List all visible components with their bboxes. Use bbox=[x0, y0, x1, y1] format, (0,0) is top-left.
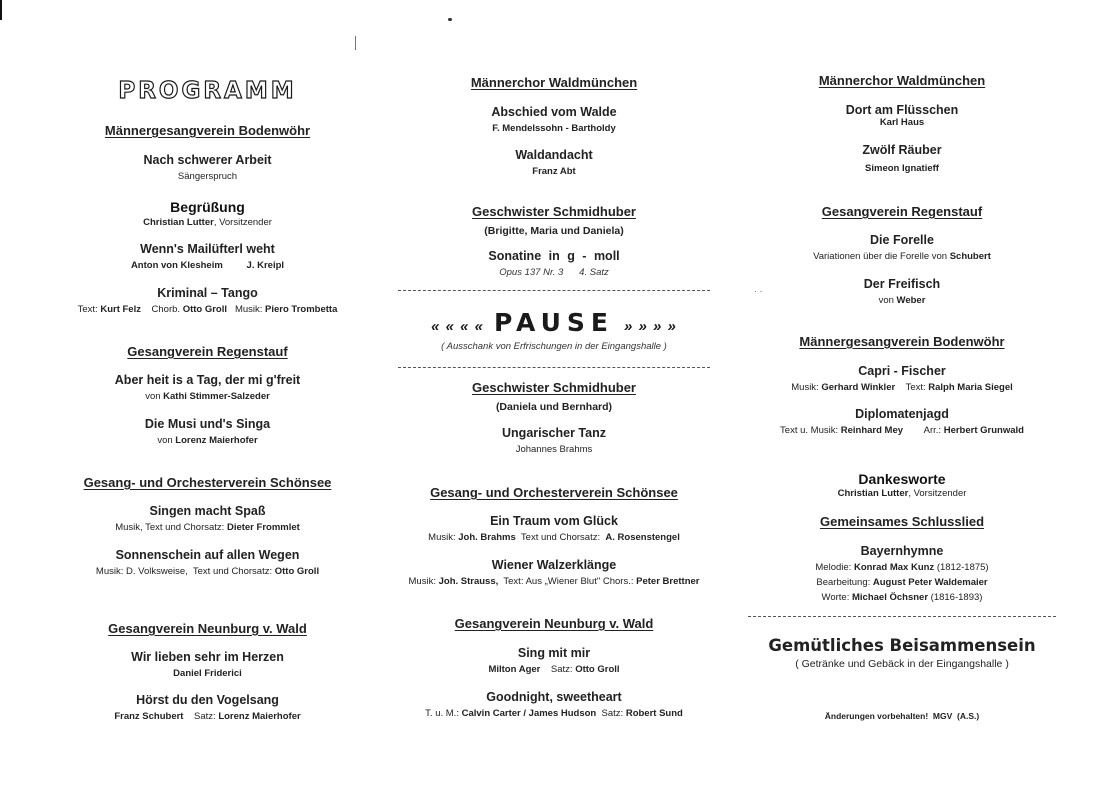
piece-credits: Musik: Gerhard Winkler Text: Ralph Maria Siegel bbox=[791, 382, 1013, 393]
group-heading: Gesangverein Neunburg v. Wald bbox=[108, 621, 307, 636]
group-heading: Gesang- und Orchesterverein Schönsee bbox=[83, 475, 332, 490]
piece-title: Sing mit mir bbox=[517, 646, 591, 660]
piece-title: Sonnenschein auf allen Wegen bbox=[115, 548, 300, 562]
piece-title: Capri - Fischer bbox=[858, 364, 946, 378]
social-title: Gemütliches Beisammensein bbox=[768, 636, 1036, 655]
group-heading: Gesangverein Regenstauf bbox=[821, 204, 983, 219]
piece-subtitle: Opus 137 Nr. 3 4. Satz bbox=[499, 267, 609, 278]
welcome-speaker: Christian Lutter, Vorsitzender bbox=[143, 217, 272, 228]
welcome-title: Begrüßung bbox=[170, 199, 245, 215]
piece-title: Waldandacht bbox=[515, 148, 593, 162]
piece-credits: von Lorenz Maierhofer bbox=[157, 435, 258, 446]
piece-title: Goodnight, sweetheart bbox=[486, 690, 622, 704]
piece-subtitle: Franz Abt bbox=[532, 166, 576, 177]
piece-credits: Musik, Text und Chorsatz: Dieter Frommlet bbox=[115, 522, 300, 533]
footer-note: Änderungen vorbehalten! MGV (A.S.) bbox=[824, 711, 980, 721]
piece-subtitle: Johannes Brahms bbox=[515, 444, 593, 455]
piece-credits: Variationen über die Forelle von Schubert bbox=[813, 251, 991, 262]
piece-subtitle: Daniel Friderici bbox=[173, 668, 242, 679]
scan-speck: · · bbox=[754, 286, 763, 296]
piece-title: Die Musi und's Singa bbox=[144, 417, 271, 431]
piece-title: Wenn's Mailüfterl weht bbox=[140, 242, 275, 256]
pause-note: ( Ausschank von Erfrischungen in der Eingangshalle ) bbox=[441, 341, 667, 352]
pause-divider-bottom bbox=[398, 367, 710, 368]
piece-credits: von Kathi Stimmer-Salzeder bbox=[145, 391, 270, 402]
group-heading: Gesang- und Orchesterverein Schönsee bbox=[430, 485, 678, 500]
piece-credits: Worte: Michael Öchsner (1816-1893) bbox=[821, 592, 983, 603]
piece-subtitle: Simeon Ignatieff bbox=[865, 163, 939, 174]
piece-title: Zwölf Räuber bbox=[862, 143, 942, 157]
programm-title: PROGRAMM bbox=[118, 78, 297, 104]
piece-credits: Bearbeitung: August Peter Waldemaier bbox=[816, 577, 988, 588]
piece-title: Wir lieben sehr im Herzen bbox=[131, 650, 284, 664]
piece-subtitle: F. Mendelssohn - Bartholdy bbox=[492, 123, 616, 134]
closing-song-heading: Gemeinsames Schlusslied bbox=[819, 514, 985, 529]
group-members: (Daniela und Bernhard) bbox=[495, 401, 613, 413]
piece-title: Nach schwerer Arbeit bbox=[143, 153, 272, 167]
piece-credits: von Weber bbox=[878, 295, 926, 306]
fold-mark bbox=[355, 36, 356, 50]
piece-title: Singen macht Spaß bbox=[149, 504, 266, 518]
piece-credits: Text: Kurt Felz Chorb. Otto Groll Musik: Piero Trombetta bbox=[77, 304, 338, 315]
piece-title: Abschied vom Walde bbox=[491, 105, 617, 119]
piece-credits: Musik: Joh. Brahms Text und Chorsatz: A. Rosenstengel bbox=[428, 532, 680, 543]
thanks-speaker: Christian Lutter, Vorsitzender bbox=[837, 488, 967, 499]
piece-title: Der Freifisch bbox=[863, 277, 941, 291]
group-heading: Geschwister Schmidhuber bbox=[472, 380, 636, 395]
piece-title: Diplomatenjagd bbox=[855, 407, 949, 421]
scan-edge-mark bbox=[0, 0, 2, 20]
piece-credits: Franz Schubert Satz: Lorenz Maierhofer bbox=[114, 711, 301, 722]
piece-credits: Melodie: Konrad Max Kunz (1812-1875) bbox=[815, 562, 989, 573]
piece-title: Dort am Flüsschen bbox=[845, 103, 959, 117]
piece-subtitle: Karl Haus bbox=[879, 117, 925, 128]
piece-title: Ein Traum vom Glück bbox=[490, 514, 618, 528]
group-heading: Männerchor Waldmünchen bbox=[818, 73, 986, 88]
scan-dot-mark bbox=[448, 18, 452, 21]
group-heading: Gesangverein Regenstauf bbox=[127, 344, 288, 359]
piece-title: Hörst du den Vogelsang bbox=[136, 693, 279, 707]
closing-divider bbox=[748, 616, 1056, 617]
piece-credits: Musik: D. Volksweise, Text und Chorsatz: Otto Groll bbox=[95, 566, 320, 577]
pause-banner: « « « « PAUSE » » » » bbox=[431, 308, 677, 337]
thanks-title: Dankesworte bbox=[858, 471, 946, 487]
group-heading: Männergesangverein Bodenwöhr bbox=[799, 334, 1005, 349]
piece-title: Bayernhymne bbox=[860, 544, 944, 558]
social-note: ( Getränke und Gebäck in der Eingangshalle ) bbox=[795, 658, 1009, 670]
piece-title: Die Forelle bbox=[870, 233, 934, 247]
piece-title: Kriminal – Tango bbox=[157, 286, 258, 300]
group-heading: Geschwister Schmidhuber bbox=[472, 204, 636, 219]
piece-title: Wiener Walzerklänge bbox=[491, 558, 617, 572]
piece-credits: Text u. Musik: Reinhard Mey Arr.: Herbert Grunwald bbox=[780, 425, 1024, 436]
pause-divider-top bbox=[398, 290, 710, 291]
piece-credits: Musik: Joh. Strauss, Text: Aus „Wiener Blut" Chors.: Peter Brettner bbox=[408, 576, 700, 587]
group-heading: Männergesangverein Bodenwöhr bbox=[104, 123, 311, 138]
piece-title: Ungarischer Tanz bbox=[502, 426, 606, 440]
group-heading: Gesangverein Neunburg v. Wald bbox=[454, 616, 654, 631]
group-members: (Brigitte, Maria und Daniela) bbox=[484, 225, 624, 237]
piece-credits: T. u. M.: Calvin Carter / James Hudson Satz: Robert Sund bbox=[425, 708, 683, 719]
piece-title: Aber heit is a Tag, der mi g'freit bbox=[114, 373, 301, 387]
piece-title: Sonatine in g - moll bbox=[488, 249, 620, 263]
piece-subtitle: Sängerspruch bbox=[177, 171, 238, 182]
piece-credits: Milton Ager Satz: Otto Groll bbox=[488, 664, 620, 675]
group-heading: Männerchor Waldmünchen bbox=[470, 75, 638, 90]
piece-credits: Anton von Klesheim J. Kreipl bbox=[130, 260, 285, 271]
